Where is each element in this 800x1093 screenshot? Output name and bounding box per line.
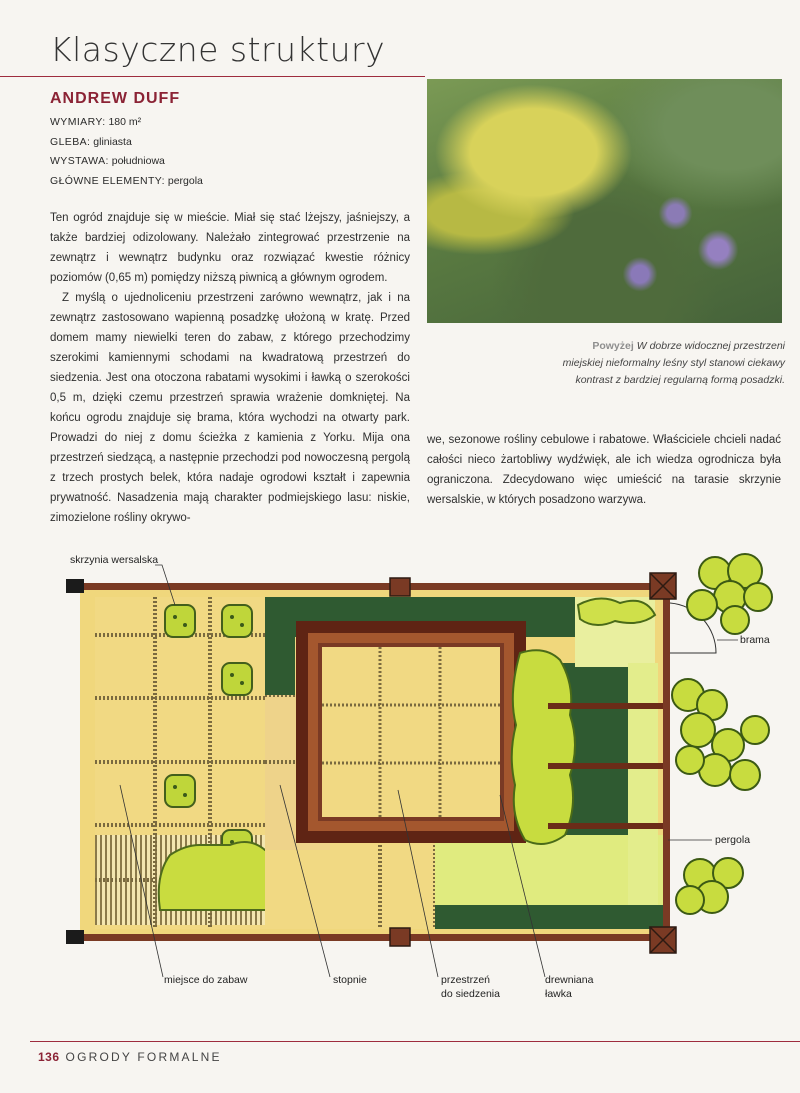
label-gate: brama bbox=[740, 634, 770, 646]
corner-post bbox=[66, 579, 84, 593]
spec-dimensions bbox=[50, 113, 203, 133]
shrub-band bbox=[512, 650, 575, 844]
section-name: OGRODY FORMALNE bbox=[65, 1050, 222, 1064]
spec-value: 180 m² bbox=[108, 116, 142, 128]
spec-key: WYMIARY: bbox=[50, 116, 106, 128]
post bbox=[390, 578, 410, 596]
label-versailles-planter: skrzynia wersalska bbox=[70, 554, 159, 566]
caption-text: W dobrze widocznej przestrzeni miejskiej nieformalny leśny styl stanowi ciekawy kontrast z bardziej regularną formą posadzki. bbox=[562, 340, 785, 386]
spec-value: południowa bbox=[111, 155, 165, 167]
body-paragraph: Z myślą o ujednoliceniu przestrzeni zarówno wewnątrz, jak i na zewnątrz zastosowano wapienną posadzkę ułożoną w kratę. Przed domem mamy niewielki teren do zabaw, z którego przechodzimy szerokimi kamiennymi schodami na kwadratową przestrzeń do siedzenia. Jest ona otoczona rabatami wysokimi i ławką o szerokości 0,5 m, dzięki czemu przestrzeń sprawia wrażenie domkniętej. Na końcu ogrodu znajduje się brama, która wychodzi na otwarty park. Prowadzi do niej z domu ścieżka z kamienia z Yorku. Mija ona przestrzeń siedzącą, a następnie przechodzi pod nowoczesną pergolą z trzech prostych belek, która nadaje ogrodowi kształt i zapewnia prywatność. Nasadzenia mają charakter podmiejskiego lasu: niskie, zimozielone rośliny okrywo- bbox=[50, 292, 410, 524]
body-column-right bbox=[427, 430, 781, 510]
spec-soil bbox=[50, 133, 203, 153]
page-footer bbox=[38, 1050, 222, 1064]
title-divider bbox=[0, 76, 425, 77]
caption-lead: Powyżej bbox=[592, 340, 634, 352]
gate-post bbox=[650, 927, 676, 953]
spec-exposure bbox=[50, 152, 203, 172]
body-column-left bbox=[50, 208, 410, 528]
body-paragraph: Ten ogród znajduje się w mieście. Miał się stać lżejszy, jaśniejszy, a także bardziej odizolowany. Należało zintegrować przestrzenie na zewnątrz i wewnątrz budynku oraz rozwiązać kwestie różnicy poziomów (0,65 m) pomiędzy niższą piwnicą a głównym ogrodem. bbox=[50, 212, 410, 284]
spec-value: gliniasta bbox=[93, 135, 132, 148]
spec-key: GLEBA: bbox=[50, 135, 91, 148]
garden-specs bbox=[50, 113, 203, 191]
sitting-area bbox=[296, 621, 526, 843]
garden-photo bbox=[427, 79, 782, 323]
label-steps: stopnie bbox=[333, 974, 367, 986]
post bbox=[390, 928, 410, 946]
page-number: 136 bbox=[38, 1050, 60, 1064]
park-trees bbox=[672, 554, 772, 914]
garden-plan bbox=[0, 545, 800, 1020]
label-pergola: pergola bbox=[715, 834, 751, 846]
label-bench-line2: ławka bbox=[545, 988, 572, 1000]
label-bench-line1: drewniana bbox=[545, 974, 594, 986]
body-paragraph: we, sezonowe rośliny cebulowe i rabatowe. Właściciele chcieli nadać całości nieco żartobliwy wydźwięk, ale ich wiedza ogrodnicza była ograniczona. Zdecydowano więc umieścić na tarasie skrzynie wersalskie, w których posadzono warzywa. bbox=[427, 434, 781, 506]
spec-main-elements bbox=[50, 172, 203, 192]
page-title: Klasyczne struktury bbox=[50, 30, 386, 69]
corner-post bbox=[66, 930, 84, 944]
author-name: ANDREW DUFF bbox=[50, 90, 181, 107]
label-sitting-area-line1: przestrzeń bbox=[441, 974, 491, 986]
spec-key: WYSTAWA: bbox=[50, 155, 109, 167]
footer-divider bbox=[30, 1041, 800, 1042]
label-play-area: miejsce do zabaw bbox=[164, 974, 248, 986]
label-sitting-area-line2: do siedzenia bbox=[441, 988, 500, 1000]
gate-post bbox=[650, 573, 676, 599]
photo-caption bbox=[560, 338, 785, 389]
spec-key: GŁÓWNE ELEMENTY: bbox=[50, 174, 165, 187]
spec-value: pergola bbox=[167, 174, 203, 187]
